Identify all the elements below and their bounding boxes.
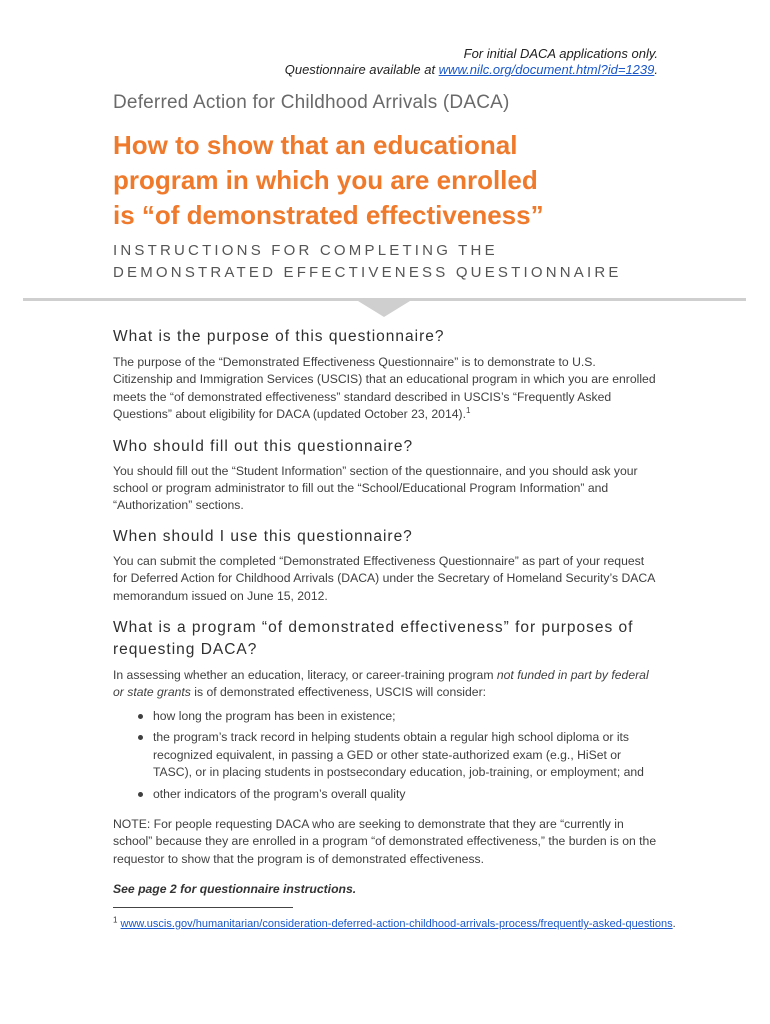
list-item-text: the program’s track record in helping students obtain a regular high school diploma or its recognized equivalent, in passing a GED or other state-authorized exam (e.g., HiSet or TASC), or in placing students in postsecondary education, job-training, or employment; and <box>153 730 644 780</box>
intro-suffix: is of demonstrated effectiveness, USCIS will consider: <box>190 685 487 700</box>
see-page-note: See page 2 for questionnaire instructions. <box>113 882 357 897</box>
list-item <box>153 708 658 725</box>
main-content <box>113 326 658 896</box>
section-heading: What is a program “of demonstrated effectiveness” for purposes of requesting DACA? <box>113 619 634 659</box>
section-heading: What is the purpose of this questionnaire? <box>113 328 445 345</box>
availability-note-suffix: . <box>654 62 658 77</box>
bullet-icon <box>138 714 143 719</box>
program-subtitle: Deferred Action for Childhood Arrivals (DACA) <box>113 92 510 113</box>
instructions-heading <box>113 240 622 284</box>
footnote-suffix: . <box>672 918 676 930</box>
note-paragraph: NOTE: For people requesting DACA who are seeking to demonstrate that they are “currently in school” because they are enrolled in a program “of demonstrated effectiveness,” the burden is on the requestor to show that the program is of demonstrated effectiveness. <box>113 816 657 866</box>
footnote-ref: 1 <box>465 406 471 416</box>
list-item <box>153 729 658 781</box>
footnote-divider <box>113 907 293 908</box>
footnote-link[interactable]: www.uscis.gov/humanitarian/consideration-deferred-action-childhood-arrivals-process/frequently-asked-questions <box>120 918 673 930</box>
footnote-number: 1 <box>113 915 118 925</box>
section-intro <box>113 667 658 702</box>
section-body <box>113 354 658 424</box>
availability-note-line1: For initial DACA applications only. <box>463 46 658 61</box>
availability-note-prefix: Questionnaire available at <box>284 62 439 77</box>
section-body: You should fill out the “Student Information” section of the questionnaire, and you should ask your school or program administrator to fill out the “School/Educational Program Information” and “Authorization” sections. <box>113 463 638 513</box>
title-line: program in which you are enrolled <box>113 165 538 195</box>
footnote <box>113 915 676 930</box>
section-heading: When should I use this questionnaire? <box>113 527 413 545</box>
section-body-text: The purpose of the “Demonstrated Effectiveness Questionnaire” is to demonstrate to U.S. Citizenship and Immigration Services (USCIS) that an educational program in which you are enrolled meets the “of demonstrated effectiveness” standard described in USCIS’s “Frequently Asked Questions” about eligibility for DACA (updated October 23, 2014). <box>113 355 656 422</box>
instructions-line: INSTRUCTIONS FOR COMPLETING THE <box>113 242 498 259</box>
bullet-icon <box>138 792 143 797</box>
availability-note <box>285 46 658 78</box>
instructions-line: DEMONSTRATED EFFECTIVENESS QUESTIONNAIRE <box>113 264 622 281</box>
intro-prefix: In assessing whether an education, literacy, or career-training program <box>113 668 497 683</box>
intro-italic: not funded in part by federal or state grants <box>113 668 649 700</box>
list-item-text: how long the program has been in existence; <box>153 708 396 723</box>
questionnaire-link[interactable]: www.nilc.org/document.html?id=1239 <box>438 62 655 77</box>
divider-arrow-icon <box>358 301 410 317</box>
section-purpose <box>113 326 658 424</box>
availability-note-line2 <box>285 62 658 78</box>
section-when <box>113 526 658 605</box>
section-body: You can submit the completed “Demonstrated Effectiveness Questionnaire” as part of your request for Deferred Action for Childhood Arrivals (DACA) under the Secretary of Homeland Security’s DACA memorandum issued on June 15, 2012. <box>113 553 655 603</box>
list-item-text: other indicators of the program’s overall quality <box>153 786 406 801</box>
section-what-is-program <box>113 617 658 803</box>
section-heading: Who should fill out this questionnaire? <box>113 437 414 455</box>
criteria-list <box>113 708 658 803</box>
title-line: is “of demonstrated effectiveness” <box>113 200 544 230</box>
section-who <box>113 436 658 515</box>
page-title <box>113 128 673 233</box>
title-line: How to show that an educational <box>113 130 518 160</box>
bullet-icon <box>138 735 143 740</box>
list-item <box>153 786 658 803</box>
